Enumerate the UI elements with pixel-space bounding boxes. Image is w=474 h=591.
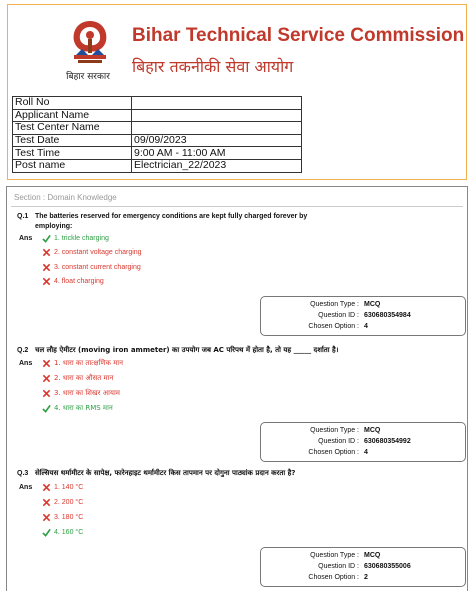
option-text: 3. धारा का शिखर आयाम xyxy=(54,389,120,397)
question-text xyxy=(17,346,338,356)
check-icon xyxy=(42,404,51,413)
question-meta-box xyxy=(260,296,466,336)
meta-row-type xyxy=(261,301,465,311)
cross-icon xyxy=(42,389,51,398)
organization-name-hindi: बिहार तकनीकी सेवा आयोग xyxy=(132,57,294,76)
question-text xyxy=(17,469,295,479)
question-meta-box xyxy=(260,547,466,587)
meta-label: Question Type : xyxy=(310,427,359,434)
option-item xyxy=(42,234,109,243)
info-value: 9:00 AM - 11:00 AM xyxy=(132,147,302,160)
meta-label: Question ID : xyxy=(318,563,359,570)
option-item xyxy=(42,277,104,286)
organization-name-english: Bihar Technical Service Commission xyxy=(132,25,465,46)
info-label: Test Time xyxy=(13,147,132,160)
meta-row-id xyxy=(261,438,465,448)
meta-label: Question ID : xyxy=(318,312,359,319)
option-text: 2. 200 °C xyxy=(54,499,84,506)
cross-icon xyxy=(42,277,51,286)
candidate-header-card xyxy=(7,4,467,180)
question-line: चल लौह ऐमीटर (moving iron ammeter) का उपयोग जब AC परिपथ में होता है, तो यह _____ दर्शाता है। xyxy=(35,346,339,354)
option-item xyxy=(42,498,83,507)
option-text: 1. धारा का तात्क्षणिक मान xyxy=(54,359,123,367)
meta-row-chosen xyxy=(261,574,465,584)
option-item xyxy=(42,374,113,383)
question-section-panel xyxy=(6,186,468,591)
option-item xyxy=(42,263,141,272)
question-meta-box xyxy=(260,422,466,462)
meta-label: Chosen Option : xyxy=(308,323,359,330)
meta-value: 630680354984 xyxy=(364,312,411,319)
cross-icon xyxy=(42,498,51,507)
meta-value: 2 xyxy=(364,574,368,581)
option-text: 1. trickle charging xyxy=(54,235,109,242)
meta-label: Chosen Option : xyxy=(308,574,359,581)
option-text: 4. धारा का RMS मान xyxy=(54,404,113,412)
check-icon xyxy=(42,234,51,243)
table-row xyxy=(13,122,302,135)
meta-value: 630680355006 xyxy=(364,563,411,570)
info-value xyxy=(132,97,302,110)
section-divider xyxy=(11,206,463,207)
option-item xyxy=(42,248,142,257)
info-value: 09/09/2023 xyxy=(132,134,302,147)
option-item xyxy=(42,389,120,398)
meta-value: MCQ xyxy=(364,552,381,559)
table-row xyxy=(13,109,302,122)
info-value: Electrician_22/2023 xyxy=(132,159,302,172)
question-line: employing: xyxy=(35,222,73,230)
question-text xyxy=(17,212,307,231)
answer-label: Ans xyxy=(19,235,33,242)
meta-row-id xyxy=(261,312,465,322)
cross-icon xyxy=(42,483,51,492)
cross-icon xyxy=(42,513,51,522)
cross-icon xyxy=(42,248,51,257)
info-label: Test Center Name xyxy=(13,122,132,135)
info-label: Roll No xyxy=(13,97,132,110)
table-row xyxy=(13,147,302,160)
cross-icon xyxy=(42,374,51,383)
meta-value: 4 xyxy=(364,323,368,330)
question-line: The batteries reserved for emergency conditions are kept fully charged forever by xyxy=(35,213,308,220)
candidate-info-table xyxy=(12,96,302,173)
info-value xyxy=(132,109,302,122)
info-label: Test Date xyxy=(13,134,132,147)
meta-value: 4 xyxy=(364,449,368,456)
meta-row-chosen xyxy=(261,449,465,459)
question-number: Q.2 xyxy=(17,347,29,354)
option-text: 2. धारा का औसत मान xyxy=(54,374,114,382)
bihar-emblem-logo xyxy=(68,17,112,65)
option-item xyxy=(42,483,83,492)
option-item xyxy=(42,528,83,537)
check-icon xyxy=(42,528,51,537)
meta-row-chosen xyxy=(261,323,465,333)
option-text: 4. 160 °C xyxy=(54,529,84,536)
meta-value: 630680354992 xyxy=(364,438,411,445)
option-text: 3. constant current charging xyxy=(54,264,141,271)
section-title: Section : Domain Knowledge xyxy=(14,193,117,202)
answer-label: Ans xyxy=(19,484,33,491)
cross-icon xyxy=(42,263,51,272)
meta-row-id xyxy=(261,563,465,573)
meta-label: Chosen Option : xyxy=(308,449,359,456)
meta-label: Question Type : xyxy=(310,552,359,559)
info-label: Post name xyxy=(13,159,132,172)
question-number: Q.1 xyxy=(17,213,29,220)
option-item xyxy=(42,513,83,522)
meta-value: MCQ xyxy=(364,427,381,434)
table-row xyxy=(13,159,302,172)
info-label: Applicant Name xyxy=(13,109,132,122)
emblem-caption: बिहार सरकार xyxy=(66,72,110,82)
option-text: 4. float charging xyxy=(54,278,104,285)
table-row xyxy=(13,97,302,110)
meta-row-type xyxy=(261,552,465,562)
option-text: 1. 140 °C xyxy=(54,484,84,491)
table-row xyxy=(13,134,302,147)
answer-label: Ans xyxy=(19,360,33,367)
meta-value: MCQ xyxy=(364,301,381,308)
option-text: 3. 180 °C xyxy=(54,514,84,521)
option-text: 2. constant voltage charging xyxy=(54,249,142,256)
question-line: सेल्सियस थर्मामीटर के सापेक्ष, फारेनहाइट थर्मामीटर किस तापमान पर दोगुना पाठ्यांक प्रदान करता है? xyxy=(35,469,296,477)
question-number: Q.3 xyxy=(17,470,29,477)
option-item xyxy=(42,359,123,368)
option-item xyxy=(42,404,113,413)
meta-row-type xyxy=(261,427,465,437)
cross-icon xyxy=(42,359,51,368)
info-value xyxy=(132,122,302,135)
meta-label: Question Type : xyxy=(310,301,359,308)
meta-label: Question ID : xyxy=(318,438,359,445)
